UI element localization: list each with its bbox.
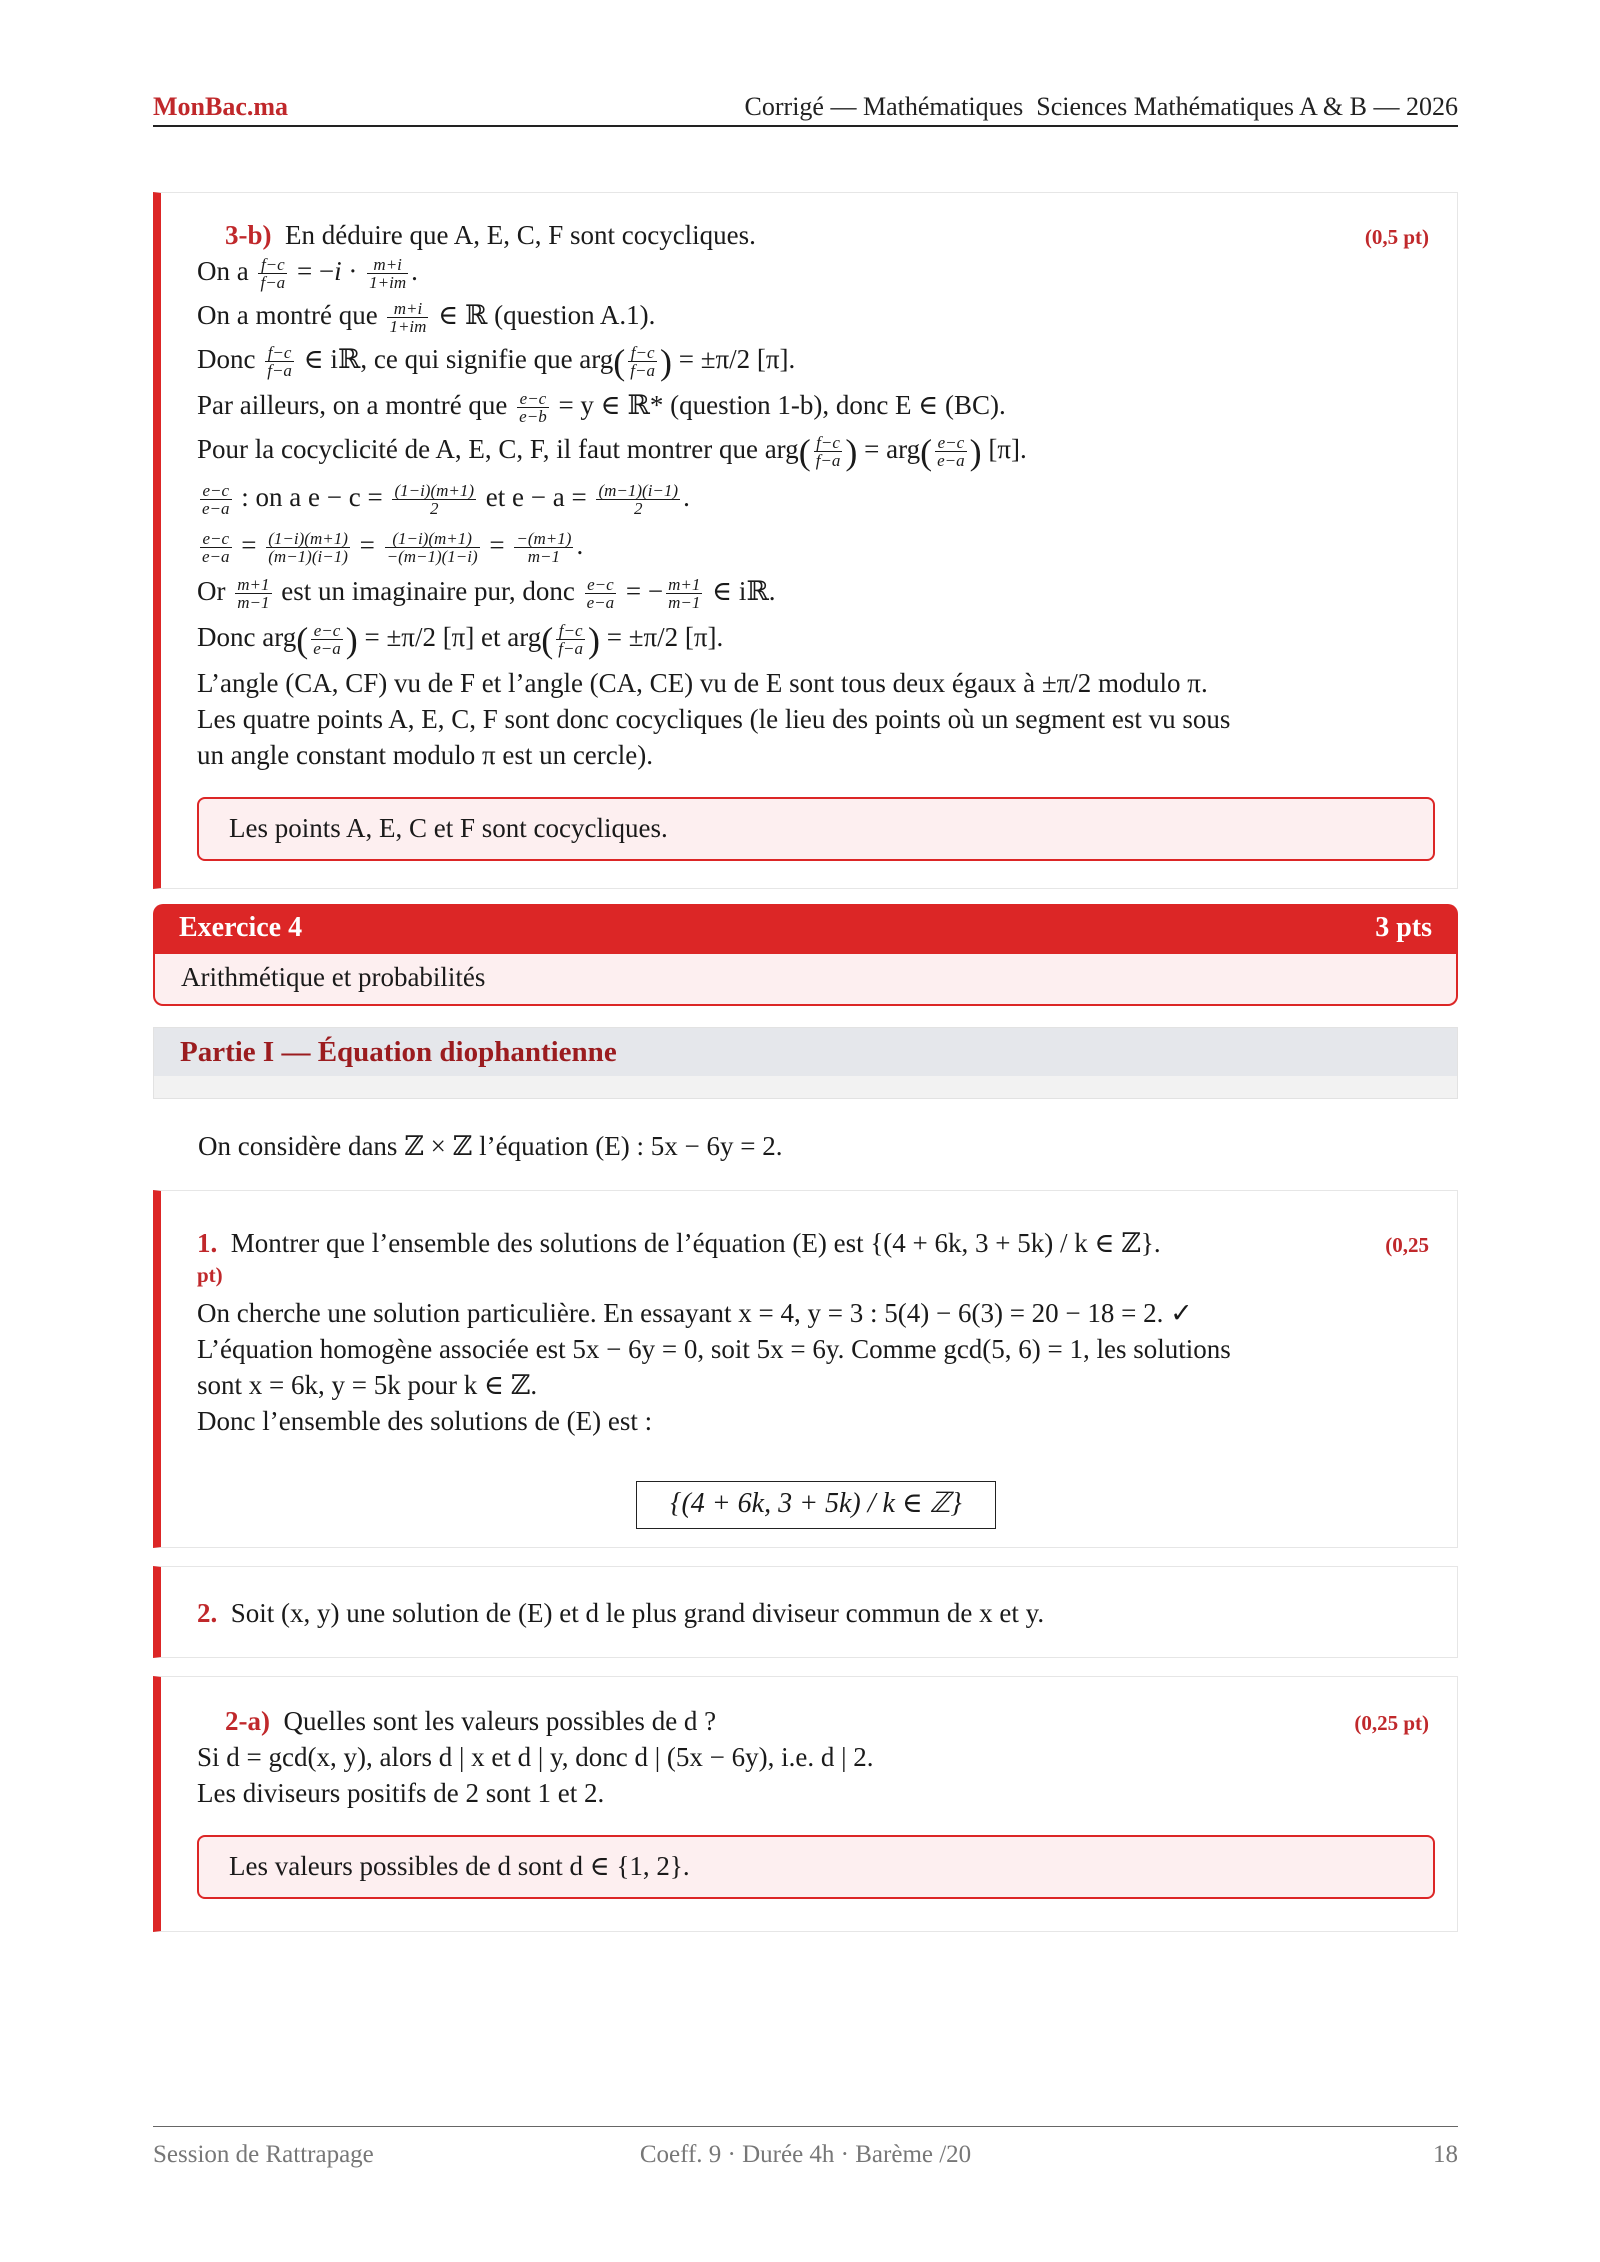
proof-line-3: Donc $\frac{f-c}{f-a}$ ∈ iℝ, ce qui signifie que arg( $\frac{f-c}{f-a}$ ) = ±π/2 [π]. <box>197 341 796 382</box>
proof-line-2: On a montré que $\frac{m+i}{1+im}$ ∈ ℝ (question A.1). <box>197 299 656 337</box>
question-1-box <box>153 1190 1458 1548</box>
proof-line-1: On cherche une solution particulière. En essayant x = 4, y = 3 : 5(4) − 6(3) = 20 − 18 = 2. ✓ <box>197 1298 1193 1328</box>
proof-line-11: Les quatre points A, E, C, F sont donc cocycliques (le lieu des points où un segment est vu sous <box>197 704 1231 734</box>
question-2-box <box>153 1566 1458 1658</box>
proof-line-5: Pour la cocyclicité de A, E, C, F, il faut montrer que arg( $\frac{f-c}{f-a}$ ) = arg( $\frac{e-c}{e-a}$ ) [π]. <box>197 431 1027 472</box>
page-number: 18 <box>1433 2141 1458 2168</box>
proof-line-7: $\frac{e-c}{e-a}$ = $\frac{(1-i)(m+1)}{(m-1)(i-1)}$ = $\frac{(1-i)(m+1)}{-(m-1)(1-i)}$ = $\frac{-(m+1)}{m-1}$ . <box>202 529 584 567</box>
question-1-statement: 1. Montrer que l’ensemble des solutions de l’équation (E) est {(4 + 6k, 3 + 5k) / k ∈ ℤ}. <box>197 1228 1161 1258</box>
question-2-statement: 2. Soit (x, y) une solution de (E) et d le plus grand diviseur commun de x et y. <box>197 1598 1045 1628</box>
points-badge-cont: pt) <box>197 1263 223 1287</box>
points-badge: (0,5 pt) <box>1364 225 1429 249</box>
question-3b-box <box>153 192 1458 889</box>
proof-line-2: Les diviseurs positifs de 2 sont 1 et 2. <box>197 1778 605 1808</box>
proof-line-1: On a $\frac{f-c}{f-a}$ = −i · $\frac{m+i}{1+im}$ . <box>197 255 418 293</box>
footer-info: Coeff. 9 · Durée 4h · Barème /20 <box>639 2141 972 2168</box>
intro-text: On considère dans ℤ × ℤ l’équation (E) : 5x − 6y = 2. <box>198 1131 783 1161</box>
proof-line-10: L’angle (CA, CF) vu de F et l’angle (CA, CE) vu de E sont tous deux égaux à ±π/2 modulo π. <box>197 668 1208 698</box>
part-title: Partie I — Équation diophantienne <box>180 1036 617 1068</box>
proof-line-9: Donc arg( $\frac{e-c}{e-a}$ ) = ±π/2 [π] et arg( $\frac{f-c}{f-a}$ ) = ±π/2 [π]. <box>197 619 724 660</box>
page-header <box>153 90 1458 127</box>
proof-line-2: L’équation homogène associée est 5x − 6y = 0, soit 5x = 6y. Comme gcd(5, 6) = 1, les solutions <box>197 1334 1231 1364</box>
question-2a-box <box>153 1676 1458 1932</box>
part-heading <box>153 1027 1458 1099</box>
proof-line-4: Par ailleurs, on a montré que $\frac{e-c}{e-b}$ = y ∈ ℝ* (question 1-b), donc E ∈ (BC). <box>197 389 1006 427</box>
exercise-subtitle: Arithmétique et probabilités <box>153 954 1458 1006</box>
proof-line-3: sont x = 6k, y = 5k pour k ∈ ℤ. <box>197 1370 538 1400</box>
points-badge: (0,25 pt) <box>1354 1711 1429 1735</box>
exercise-header <box>153 904 1458 954</box>
proof-line-6: $\frac{e-c}{e-a}$ : on a e − c = $\frac{(1-i)(m+1)}{2}$ et e − a = $\frac{(m-1)(i-1)}{2}$ . <box>202 481 690 519</box>
proof-line-1: Si d = gcd(x, y), alors d | x et d | y, donc d | (5x − 6y), i.e. d | 2. <box>197 1742 874 1772</box>
proof-line-12: un angle constant modulo π est un cercle). <box>197 740 653 770</box>
solution-set-boxed: {(4 + 6k, 3 + 5k) / k ∈ ℤ} <box>636 1481 996 1529</box>
points-badge: (0,25 <box>1385 1233 1429 1257</box>
answer-box-2a: Les valeurs possibles de d sont d ∈ {1, 2}. <box>197 1835 1435 1899</box>
proof-line-8: Or $\frac{m+1}{m-1}$ est un imaginaire pur, donc $\frac{e-c}{e-a}$ = − $\frac{m+1}{m-1}$ ∈ iℝ. <box>197 575 776 613</box>
exercise-points: 3 pts <box>1375 912 1432 943</box>
brand-logo[interactable]: MonBac.ma <box>153 92 289 121</box>
answer-box-3b: Les points A, E, C et F sont cocycliques. <box>197 797 1435 861</box>
exercise-title: Exercice 4 <box>179 912 303 943</box>
page-footer <box>153 2126 1458 2177</box>
question-2a-statement: 2-a) Quelles sont les valeurs possibles de d ? <box>225 1706 717 1736</box>
footer-session: Session de Rattrapage <box>153 2141 374 2168</box>
proof-line-4: Donc l’ensemble des solutions de (E) est : <box>197 1406 653 1436</box>
header-title: Corrigé — Mathématiques Sciences Mathématiques A & B — 2026 <box>744 92 1458 121</box>
question-3b-statement: 3-b) En déduire que A, E, C, F sont cocycliques. <box>225 220 756 250</box>
